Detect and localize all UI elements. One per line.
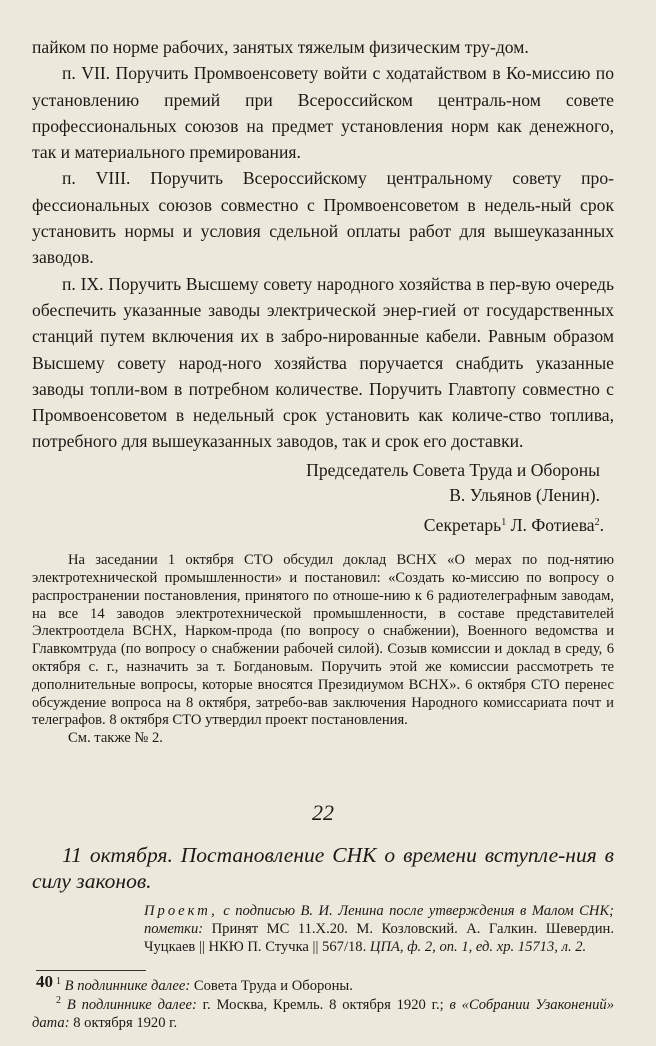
paragraph-point-9: п. IX. Поручить Высшему совету народного хозяйства в пер-вую очередь обеспечить указанные заводы электрической энер-гией от государственных станций путем включения их в забро-нированные кабели. Равным образом Высшему совету народ-ного хозяйства поручается снабдить указанные заводы топли-вом в потребном количестве. Поручить Главтопу совместно с Промвоенсоветом в недельный срок установить как количе-ство топлива, потребного для вышеуказанных заводов, так и срок его доставки. bbox=[32, 273, 614, 452]
document-title bbox=[32, 842, 614, 894]
footnote-ref-2[interactable]: 2 bbox=[594, 516, 600, 528]
secretary-line bbox=[32, 513, 614, 539]
note-see-also: См. также № 2. bbox=[68, 730, 163, 747]
main-text bbox=[32, 34, 614, 455]
chairman-name: В. Ульянов (Ленин). bbox=[449, 485, 600, 506]
archive-source: ЦПА, ф. 2, оп. 1, ед. хр. 15713, л. 2. bbox=[369, 938, 587, 955]
editorial-note bbox=[32, 552, 614, 748]
footnote-2-text: г. Москва, Кремль. 8 октября 1920 г.; bbox=[202, 996, 444, 1013]
secretary-name: Л. Фотиева bbox=[510, 514, 595, 535]
footnote-1-number: 1 bbox=[56, 976, 61, 988]
archive-reference bbox=[144, 903, 614, 956]
footnote-1-text: Совета Труда и Обороны. bbox=[193, 978, 353, 995]
footnote-2-italic: В подлиннике далее: bbox=[66, 996, 197, 1013]
paragraph-point-8: п. VIII. Поручить Всероссийскому центральному совету про-фессиональных союзов совместно с Промвоенсоветом в недель-ный срок установить нормы и условия сдельной оплаты работ для вышеуказанных заводов. bbox=[32, 168, 614, 268]
footnote-1-italic: В подлиннике далее: bbox=[64, 978, 191, 995]
footnotes bbox=[32, 977, 614, 1032]
footnote-ref-1[interactable]: 1 bbox=[501, 516, 507, 528]
archive-marks: Принят МС 11.X.20. М. Козловский. А. Галкин. Шевердин. Чуцкаев || НКЮ П. Стучка || 567/18. bbox=[144, 920, 614, 955]
footnote-2-italic-2: в «Собрании Узаконений» дата: bbox=[32, 996, 615, 1031]
page-number: 40 bbox=[36, 972, 53, 991]
document-number: 22 bbox=[312, 800, 334, 826]
note-paragraph: На заседании 1 октября СТО обсудил доклад ВСНХ «О мерах по под-нятию электротехнической промышленности» и постановил: «Создать ко-миссию по вопросу о распространении постановления, принятого по отноше-нию к 6 радиотелеграфным заводам, на все 14 заводов электротехнической промышленности, в составе представителей Электроотдела ВСНХ, Нарком-прода (по вопросу о снабжении), Военного ведомства и Главкомтруда (по вопросу о снабжении рабочей силой). Созыв комиссии и доклад в среду, 6 октября с. г., назначить за т. Богдановым. Поручить этой же комиссии рассмотреть те дополнительные вопросы, которые вносятся Президиумом ВСНХ». 6 октября СТО перенес обсуждение вопроса на 8 октября, затребо-вав заключения Народного комиссариата почт и телеграфов. 8 октября СТО утвердил проект постановления. bbox=[32, 552, 614, 729]
archive-label: Проект, bbox=[144, 903, 218, 920]
secretary-label: Секретарь bbox=[423, 514, 502, 535]
footnote-2-text-2: 8 октября 1920 г. bbox=[73, 1015, 178, 1031]
paragraph-point-7: п. VII. Поручить Промвоенсовету войти с ходатайством в Ко-миссию по установлению премий при Всероссийском централь-ном совете профессиональных союзов на предмет установления норм как денежного, так и материального премирования. bbox=[32, 63, 614, 163]
page-body bbox=[32, 34, 614, 1032]
archive-label-rest: с подписью В. И. Ленина после утверждения в Малом СНК; пометки: bbox=[144, 903, 614, 937]
chairman-title: Председатель Совета Труда и Обороны bbox=[306, 459, 600, 480]
secretary-end: . bbox=[599, 514, 604, 535]
signature-block bbox=[32, 458, 614, 539]
footnote-2 bbox=[32, 996, 614, 1033]
footnote-1 bbox=[32, 977, 614, 995]
paragraph-ration: пайком по норме рабочих, занятых тяжелым физическим тру-дом. bbox=[32, 37, 529, 57]
document-title-text: 11 октября. Постановление СНК о времени вступле-ния в силу законов. bbox=[32, 843, 614, 894]
footnote-2-number: 2 bbox=[56, 994, 61, 1006]
